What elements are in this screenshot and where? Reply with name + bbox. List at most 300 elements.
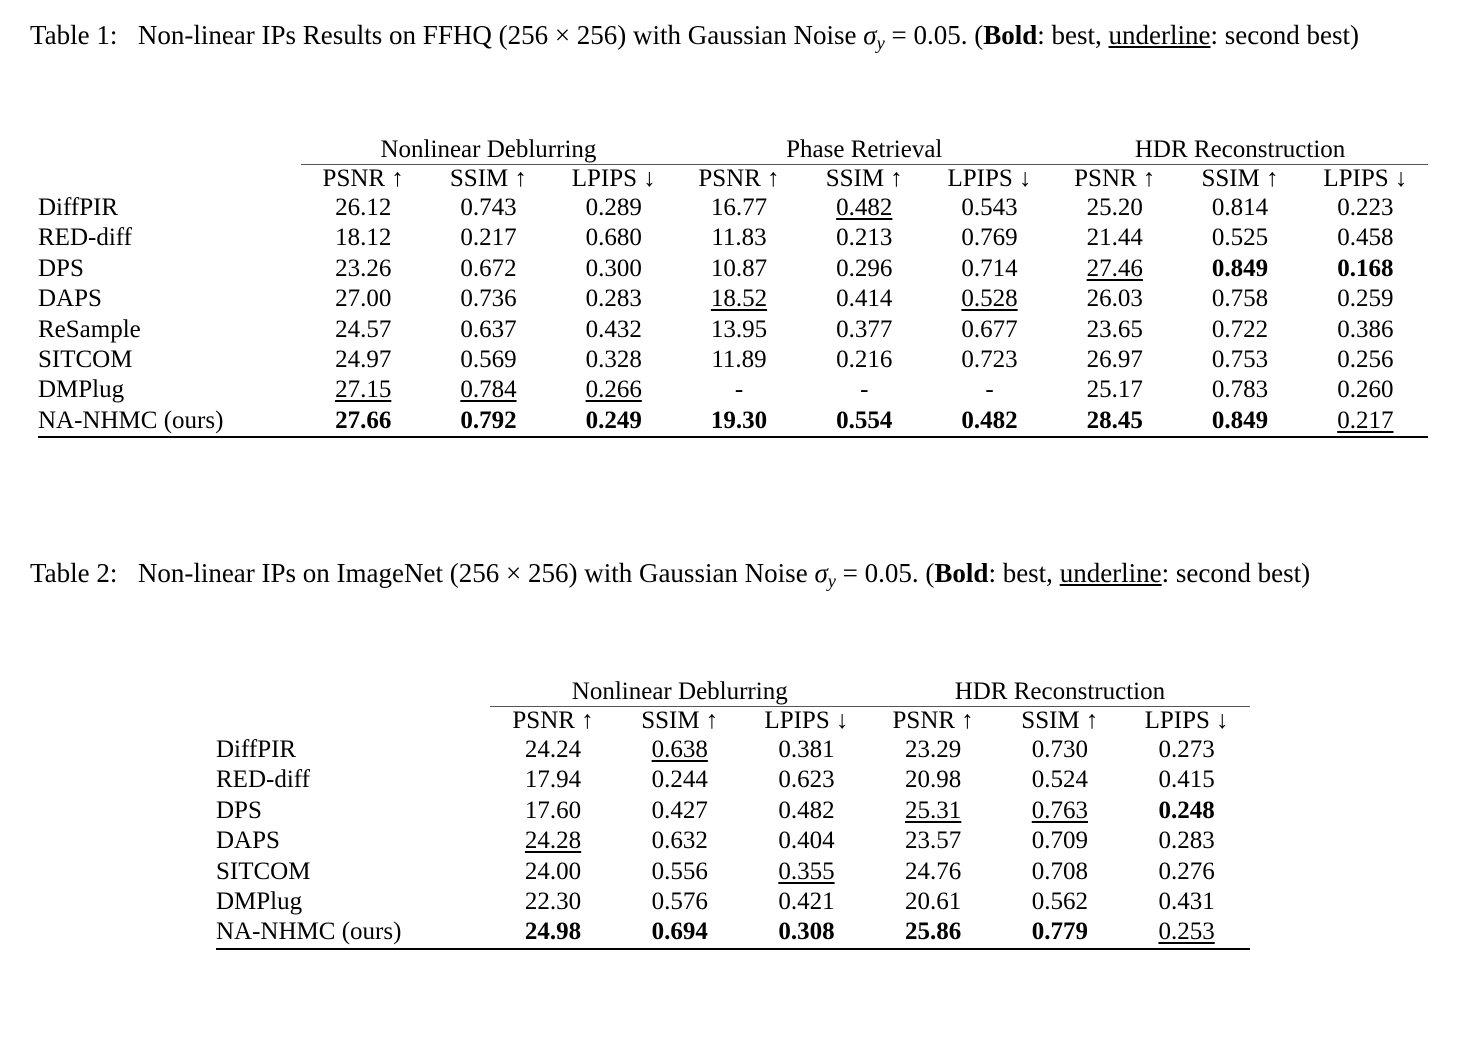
metric-value-cell (551, 284, 676, 314)
metric-value: 0.300 (585, 254, 642, 282)
metric-value: 0.562 (1031, 888, 1088, 916)
metric-value: 23.29 (905, 736, 962, 763)
metric-value-cell (490, 917, 617, 948)
metric-value: 0.709 (1031, 827, 1088, 855)
table-row (216, 735, 1250, 765)
metric-value: 0.632 (651, 827, 708, 855)
metric-value-cell (1123, 735, 1250, 765)
metric-value: 0.763 (1031, 796, 1088, 824)
metric-value-cell (743, 887, 870, 917)
table2-legend-bold-rest: : best, (988, 558, 1053, 588)
metric-value-cell (1177, 406, 1302, 437)
metric-value: 0.253 (1158, 918, 1215, 946)
metric-value: 26.03 (1086, 285, 1143, 313)
metric-value: 0.730 (1031, 736, 1088, 763)
metric-value-cell (1303, 284, 1428, 314)
metric-value-cell (551, 193, 676, 223)
metric-value-cell (616, 765, 743, 795)
table2-metric-hdr-lpips: LPIPS ↓ (1144, 707, 1229, 734)
metric-value-cell (802, 193, 927, 223)
table2-group-hdr-reconstruction: HDR Reconstruction (870, 678, 1250, 707)
table2-legend-underline-rest: : second best) (1161, 558, 1311, 588)
metric-value: 0.260 (1337, 376, 1394, 404)
metric-value-cell (490, 796, 617, 826)
metric-value-cell (743, 735, 870, 765)
table2-metric-nd-psnr: PSNR ↑ (512, 707, 594, 734)
metric-value: 0.722 (1211, 315, 1269, 343)
metric-value: 24.76 (905, 857, 962, 885)
table2-caption-text: Non-linear IPs on ImageNet (256 × 256) with Gaussian Noise (137, 558, 808, 588)
metric-value: 0.680 (585, 224, 642, 252)
table2-metric-header-row (216, 707, 1250, 736)
table1-sigma-value: = 0.05. (891, 20, 968, 50)
table-row (216, 796, 1250, 826)
table-row (38, 284, 1428, 314)
metric-value-cell (301, 284, 426, 314)
table-row (216, 765, 1250, 795)
metric-value: 27.46 (1086, 254, 1143, 282)
metric-value-cell (1052, 406, 1177, 437)
metric-value: 0.249 (585, 406, 642, 434)
metric-value-cell (802, 375, 927, 405)
metric-value: 11.89 (711, 346, 767, 374)
method-name-cell: DiffPIR (216, 736, 297, 763)
metric-value: 0.482 (836, 194, 893, 221)
metric-value: 28.45 (1086, 406, 1143, 434)
metric-value-cell (927, 193, 1052, 223)
metric-value: 0.217 (1337, 406, 1394, 434)
metric-value: 0.623 (778, 766, 835, 794)
metric-value-cell (1052, 223, 1177, 253)
metric-value: 0.248 (1158, 796, 1215, 824)
metric-value: 0.677 (961, 315, 1018, 343)
metric-value-cell (1303, 345, 1428, 375)
metric-value: 0.784 (460, 376, 517, 404)
method-name-cell: DPS (216, 796, 262, 824)
metric-value: 0.736 (460, 285, 517, 313)
metric-value-cell (426, 406, 551, 437)
metric-value: 0.482 (778, 796, 835, 824)
metric-value-cell (927, 223, 1052, 253)
metric-value: 0.404 (778, 827, 835, 855)
metric-value: 0.223 (1337, 194, 1394, 221)
method-name-cell: DAPS (38, 285, 102, 313)
metric-value: - (734, 376, 744, 404)
metric-value: 0.792 (460, 406, 517, 434)
metric-value-cell (997, 735, 1124, 765)
table2-method-header (216, 678, 490, 707)
table1-legend-bold-word: Bold (983, 20, 1038, 50)
table1-grid (38, 136, 1428, 438)
metric-value-cell (1177, 315, 1302, 345)
metric-value: 27.15 (335, 376, 392, 404)
metric-value: 0.308 (778, 918, 835, 946)
metric-value-cell (616, 796, 743, 826)
metric-value-cell (490, 826, 617, 856)
metric-value: 0.432 (585, 315, 642, 343)
metric-value-cell (301, 254, 426, 284)
metric-value-cell (870, 796, 997, 826)
table-row (38, 193, 1428, 223)
metric-value: 0.758 (1211, 285, 1269, 313)
metric-value-cell (301, 345, 426, 375)
metric-value: 0.525 (1211, 224, 1269, 252)
metric-value-cell (616, 887, 743, 917)
table1-group-header-row (38, 136, 1428, 165)
metric-value-cell (490, 857, 617, 887)
metric-value-cell (490, 887, 617, 917)
table1-caption-text: Non-linear IPs Results on FFHQ (256 × 256) with Gaussian Noise (137, 20, 857, 50)
metric-value-cell (551, 406, 676, 437)
table2-sigma-subscript: y (827, 571, 836, 592)
metric-value-cell (870, 735, 997, 765)
table2-metric-header-blank (216, 707, 490, 736)
metric-value-cell (676, 193, 801, 223)
metric-value: 22.30 (524, 888, 582, 916)
metric-value-cell (676, 406, 801, 437)
metric-value-cell (676, 284, 801, 314)
metric-value-cell (802, 315, 927, 345)
table1-metric-hdr-psnr: PSNR ↑ (1074, 165, 1156, 192)
metric-value: 0.415 (1158, 766, 1215, 794)
metric-value-cell (802, 223, 927, 253)
metric-value-cell (1177, 193, 1302, 223)
table1-metric-nd-psnr: PSNR ↑ (322, 165, 404, 192)
metric-value-cell (1123, 857, 1250, 887)
table2-caption-label: Table 2: (30, 558, 118, 588)
metric-value-cell (997, 857, 1124, 887)
metric-value: 0.753 (1211, 346, 1269, 374)
table2-sigma-value: = 0.05. (842, 558, 919, 588)
table1-metric-hdr-lpips: LPIPS ↓ (1323, 165, 1408, 192)
metric-value-cell (1052, 193, 1177, 223)
table1-sigma-symbol: σ (863, 20, 877, 50)
table1-metric-pr-lpips: LPIPS ↓ (947, 165, 1032, 192)
table2-caption (30, 556, 1442, 594)
metric-value: 25.31 (905, 796, 962, 824)
metric-value-cell (927, 375, 1052, 405)
metric-value-cell (743, 857, 870, 887)
metric-value-cell (616, 826, 743, 856)
metric-value-cell (927, 284, 1052, 314)
metric-value-cell (870, 857, 997, 887)
metric-value-cell (551, 223, 676, 253)
metric-value-cell (1123, 887, 1250, 917)
metric-value: 0.431 (1158, 888, 1215, 916)
metric-value: 0.783 (1211, 376, 1269, 404)
table1-caption (30, 18, 1442, 56)
metric-value-cell (1123, 826, 1250, 856)
metric-value: 23.26 (335, 254, 392, 282)
table2-grid (216, 678, 1250, 950)
table-row (216, 826, 1250, 856)
metric-value: 0.769 (961, 224, 1018, 252)
table-row (38, 345, 1428, 375)
table-row (38, 375, 1428, 405)
metric-value-cell (802, 345, 927, 375)
metric-value-cell (301, 375, 426, 405)
metric-value: 13.95 (710, 315, 768, 343)
metric-value: 0.556 (651, 857, 708, 885)
metric-value: 16.77 (710, 194, 768, 221)
metric-value: 24.97 (335, 346, 392, 374)
table1-caption-label: Table 1: (30, 20, 118, 50)
metric-value-cell (301, 223, 426, 253)
table1-metric-header-blank (38, 165, 301, 194)
metric-value: 11.83 (711, 224, 767, 252)
metric-value-cell (426, 223, 551, 253)
metric-value: 0.328 (585, 346, 642, 374)
table1-body (38, 193, 1428, 437)
table1-metric-nd-lpips: LPIPS ↓ (571, 165, 656, 192)
metric-value-cell (802, 406, 927, 437)
metric-value-cell (997, 826, 1124, 856)
metric-value: 0.283 (1158, 827, 1215, 855)
metric-value-cell (1303, 315, 1428, 345)
metric-value-cell (927, 254, 1052, 284)
metric-value-cell (676, 223, 801, 253)
metric-value-cell (1052, 345, 1177, 375)
method-name-cell: DMPlug (38, 376, 125, 404)
metric-value: 26.12 (335, 194, 392, 221)
metric-value-cell (1123, 917, 1250, 948)
metric-value-cell (870, 826, 997, 856)
table1-method-header (38, 136, 301, 165)
table1-legend-underline-rest: : second best) (1210, 20, 1359, 50)
metric-value-cell (490, 735, 617, 765)
metric-value-cell (426, 284, 551, 314)
metric-value: 0.283 (585, 285, 642, 313)
metric-value-cell (676, 254, 801, 284)
metric-value-cell (616, 917, 743, 948)
metric-value-cell (1052, 284, 1177, 314)
table2-sigma-symbol: σ (814, 558, 828, 588)
metric-value-cell (301, 406, 426, 437)
metric-value: 0.743 (460, 194, 517, 221)
metric-value-cell (551, 254, 676, 284)
method-name-cell: RED-diff (216, 766, 310, 794)
metric-value-cell (616, 857, 743, 887)
metric-value: 0.543 (961, 194, 1018, 221)
metric-value: 0.168 (1337, 254, 1394, 282)
metric-value-cell (426, 254, 551, 284)
metric-value: 27.00 (335, 285, 392, 313)
table-row (38, 406, 1428, 437)
metric-value: 0.554 (836, 406, 893, 434)
table-row (216, 887, 1250, 917)
table2-metric-hdr-ssim: SSIM ↑ (1021, 707, 1099, 734)
metric-value-cell (870, 765, 997, 795)
metric-value: 0.694 (651, 918, 708, 946)
metric-value: 0.276 (1158, 857, 1215, 885)
metric-value: 27.66 (335, 406, 392, 434)
metric-value-cell (927, 345, 1052, 375)
metric-value: 26.97 (1086, 346, 1143, 374)
metric-value: 20.61 (905, 888, 962, 916)
metric-value-cell (997, 917, 1124, 948)
metric-value-cell (743, 796, 870, 826)
metric-value-cell (551, 375, 676, 405)
metric-value-cell (1303, 193, 1428, 223)
method-name-cell: DAPS (216, 827, 280, 855)
table1-metric-hdr-ssim: SSIM ↑ (1201, 165, 1279, 192)
metric-value-cell (551, 345, 676, 375)
metric-value: 0.421 (778, 888, 835, 916)
metric-value: 0.524 (1031, 766, 1088, 794)
metric-value: 23.65 (1086, 315, 1143, 343)
metric-value-cell (426, 315, 551, 345)
metric-value-cell (1177, 345, 1302, 375)
metric-value: 0.576 (651, 888, 708, 916)
metric-value: 25.17 (1086, 376, 1143, 404)
method-name-cell: DPS (38, 254, 84, 282)
table2-body (216, 735, 1250, 949)
metric-value: 0.273 (1158, 736, 1215, 763)
metric-value-cell (997, 887, 1124, 917)
metric-value-cell (426, 345, 551, 375)
metric-value: 0.217 (460, 224, 517, 252)
metric-value-cell (1052, 375, 1177, 405)
metric-value-cell (1303, 406, 1428, 437)
metric-value: 21.44 (1086, 224, 1143, 252)
table1-metric-pr-psnr: PSNR ↑ (698, 165, 780, 192)
metric-value-cell (927, 315, 1052, 345)
metric-value-cell (426, 375, 551, 405)
metric-value: 0.458 (1337, 224, 1394, 252)
metric-value: 25.86 (905, 918, 962, 946)
metric-value: 0.377 (836, 315, 893, 343)
table1-group-hdr-reconstruction: HDR Reconstruction (1052, 136, 1428, 165)
metric-value-cell (1052, 254, 1177, 284)
metric-value-cell (551, 315, 676, 345)
table1-legend-bold-rest: : best, (1037, 20, 1102, 50)
table2-legend-underline-word: underline (1059, 558, 1162, 588)
table1-metric-nd-ssim: SSIM ↑ (449, 165, 528, 192)
method-name-cell: ReSample (38, 315, 141, 343)
metric-value-cell (1123, 796, 1250, 826)
metric-value-cell (1123, 765, 1250, 795)
metric-value-cell (676, 375, 801, 405)
metric-value-cell (676, 315, 801, 345)
metric-value: 0.259 (1337, 285, 1394, 313)
metric-value-cell (802, 254, 927, 284)
metric-value: 10.87 (710, 254, 768, 282)
table1-group-phase-retrieval: Phase Retrieval (676, 136, 1052, 165)
table1-legend-open: ( (974, 20, 984, 50)
metric-value: 0.213 (836, 224, 893, 252)
metric-value-cell (1052, 315, 1177, 345)
metric-value-cell (997, 765, 1124, 795)
metric-value-cell (743, 826, 870, 856)
metric-value: 0.672 (460, 254, 517, 282)
table1-group-nonlinear-deblurring: Nonlinear Deblurring (301, 136, 677, 165)
metric-value: 0.708 (1031, 857, 1088, 885)
method-name-cell: SITCOM (38, 346, 133, 374)
table2-group-nonlinear-deblurring: Nonlinear Deblurring (490, 678, 870, 707)
metric-value: 25.20 (1086, 194, 1143, 221)
metric-value: - (860, 376, 869, 404)
table-row (38, 254, 1428, 284)
metric-value-cell (927, 406, 1052, 437)
metric-value-cell (301, 315, 426, 345)
metric-value: 0.723 (961, 346, 1018, 374)
metric-value-cell (1177, 254, 1302, 284)
metric-value: 24.00 (524, 857, 582, 885)
table-row (216, 857, 1250, 887)
method-name-cell: RED-diff (38, 224, 132, 252)
metric-value: 0.386 (1337, 315, 1394, 343)
metric-value-cell (1177, 223, 1302, 253)
table2-metric-nd-ssim: SSIM ↑ (641, 707, 719, 734)
table1 (38, 136, 1428, 438)
metric-value-cell (743, 765, 870, 795)
method-name-cell: DMPlug (216, 888, 303, 916)
table-row (38, 223, 1428, 253)
metric-value: 0.381 (778, 736, 835, 763)
metric-value: 18.12 (335, 224, 392, 252)
metric-value: 24.98 (524, 918, 582, 946)
metric-value: 24.57 (335, 315, 392, 343)
metric-value-cell (743, 917, 870, 948)
metric-value: 0.569 (460, 346, 517, 374)
method-name-cell: NA-NHMC (ours) (216, 917, 490, 948)
metric-value-cell (1177, 284, 1302, 314)
metric-value: 0.482 (961, 406, 1018, 434)
metric-value: 0.296 (836, 254, 893, 282)
method-name-cell: DiffPIR (38, 194, 119, 221)
metric-value: 0.256 (1337, 346, 1394, 374)
metric-value-cell (490, 765, 617, 795)
metric-value: 0.355 (778, 857, 835, 885)
metric-value-cell (426, 193, 551, 223)
metric-value: 0.216 (836, 346, 893, 374)
metric-value: 0.638 (651, 736, 708, 763)
table1-metric-header-row (38, 165, 1428, 194)
table2 (216, 678, 1250, 950)
metric-value-cell (997, 796, 1124, 826)
metric-value: 0.714 (961, 254, 1018, 282)
metric-value: - (985, 376, 994, 404)
metric-value: 18.52 (710, 285, 768, 313)
metric-value: 19.30 (710, 406, 768, 434)
metric-value-cell (802, 284, 927, 314)
metric-value: 0.414 (836, 285, 893, 313)
metric-value: 0.427 (651, 796, 708, 824)
method-name-cell: SITCOM (216, 857, 311, 885)
table1-legend-underline-word: underline (1108, 20, 1211, 50)
table1-metric-pr-ssim: SSIM ↑ (825, 165, 903, 192)
metric-value: 0.849 (1211, 254, 1269, 282)
table2-metric-hdr-psnr: PSNR ↑ (892, 707, 974, 734)
metric-value: 0.779 (1031, 918, 1088, 946)
metric-value: 0.289 (585, 194, 642, 221)
metric-value: 24.28 (524, 827, 582, 855)
metric-value-cell (1303, 375, 1428, 405)
table2-legend-bold-word: Bold (934, 558, 989, 588)
metric-value: 24.24 (524, 736, 582, 763)
table-row (216, 917, 1250, 948)
metric-value: 17.94 (524, 766, 582, 794)
metric-value: 0.244 (651, 766, 708, 794)
metric-value: 0.814 (1211, 194, 1269, 221)
metric-value: 17.60 (524, 796, 582, 824)
metric-value-cell (676, 345, 801, 375)
metric-value: 20.98 (905, 766, 962, 794)
metric-value-cell (870, 887, 997, 917)
metric-value-cell (1303, 223, 1428, 253)
metric-value-cell (301, 193, 426, 223)
metric-value-cell (870, 917, 997, 948)
